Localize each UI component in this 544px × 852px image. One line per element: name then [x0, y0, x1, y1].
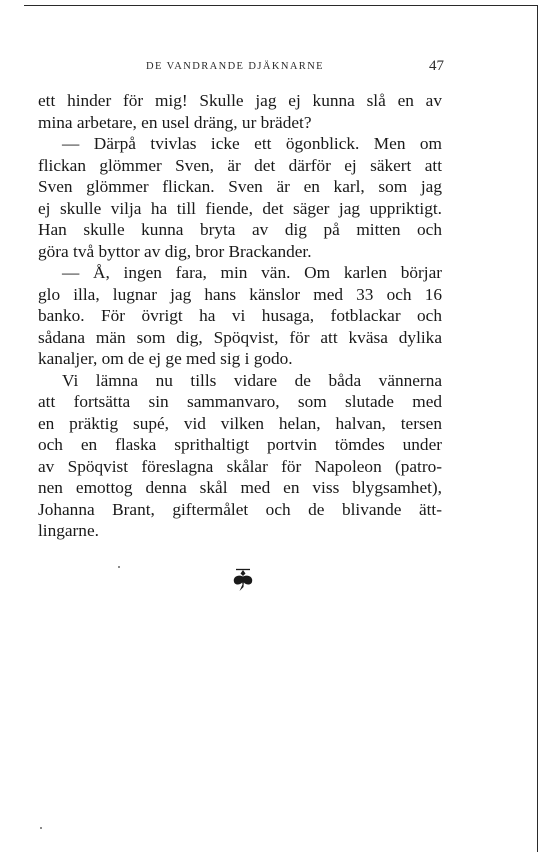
text-line: lingarne.	[38, 521, 99, 540]
text-line: Vi lämna nu tills vidare de båda vännerna	[62, 370, 442, 390]
text-line: — Därpå tvivlas icke ett ögonblick. Men om	[62, 134, 442, 153]
text-line: av Spöqvist föreslagna skålar för Napoleon (patro-	[38, 456, 442, 476]
text-line: och en flaska sprithaltigt portvin tömdes under	[38, 435, 442, 454]
page-speck	[118, 566, 120, 568]
running-title: DE VANDRANDE DJÄKNARNE	[146, 61, 324, 72]
text-line: ett hinder för mig! Skulle jag ej kunna slå en av	[38, 91, 442, 110]
text-line: en präktig supé, vid vilken helan, halvan, tersen	[38, 413, 442, 433]
text-line: kanaljer, om de ej ge med sig i godo.	[38, 349, 293, 368]
text-line: Sven glömmer flickan. Sven är en karl, som jag	[38, 177, 442, 196]
text-line: ej skulle vilja ha till fiende, det säger jag uppriktigt.	[38, 198, 442, 218]
text-line: att fortsätta sin sammanvaro, som slutade med	[38, 392, 442, 411]
page-edge-right	[537, 5, 538, 852]
running-head	[40, 60, 444, 80]
text-line: — Å, ingen fara, min vän. Om karlen börjar	[62, 263, 442, 282]
body-text	[38, 90, 442, 542]
text-line: sådana män som dig, Spöqvist, för att kväsa dylika	[38, 327, 442, 347]
page-number: 47	[429, 58, 444, 74]
page-edge-top	[24, 5, 538, 6]
text-line: göra två byttor av dig, bror Brackander.	[38, 241, 312, 261]
text-line: flickan glömmer Sven, är det därför ej säkert att	[38, 155, 442, 175]
text-line: Han skulle kunna bryta av dig på mitten och	[38, 220, 442, 239]
text-line: banko. För övrigt ha vi husaga, fotblackar och	[38, 306, 442, 325]
text-line: nen emottog denna skål med en viss blygsamhet),	[38, 478, 442, 497]
text-line: mina arbetare, en usel dräng, ur brädet?	[38, 112, 312, 132]
page-speck	[40, 827, 42, 829]
fleuron-icon	[230, 567, 256, 593]
text-line: Johanna Brant, giftermålet och de blivande ätt-	[38, 499, 442, 519]
text-line: glo illa, lugnar jag hans känslor med 33 och 16	[38, 284, 442, 304]
